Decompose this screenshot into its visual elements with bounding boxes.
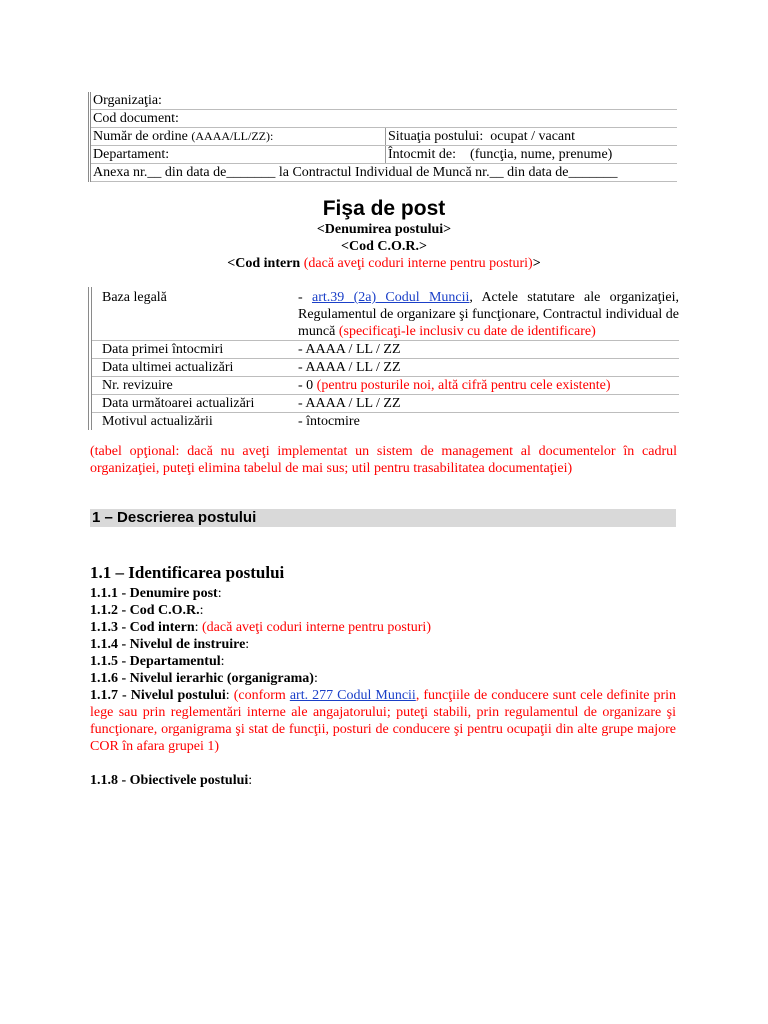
- identification-list: [90, 585, 676, 789]
- table-row: [90, 146, 678, 164]
- revision-value: - AAAA / LL / ZZ: [298, 360, 401, 375]
- revision-value: - 0: [298, 378, 317, 393]
- item-label: 1.1.4 - Nivelul de instruire: [90, 637, 246, 652]
- table-row: [92, 359, 679, 377]
- item-label: 1.1.2 - Cod C.O.R.: [90, 603, 200, 618]
- list-item: 1.1.7 - Nivelul postului: (conform art. 277 Codul Muncii, funcţiile de conducere sunt cele definite prin lege sau prin reglementări interne ale angajatorului; puteţi stabili, prin regulamentul de organizare şi funcţionare, organigrama şi stat de funcţii, posturi de conducere şi pentru ocupaţii din alte grupe majore COR în afara grupei 1): [90, 688, 677, 754]
- revision-value: - AAAA / LL / ZZ: [298, 342, 401, 357]
- cod-cor: <Cod C.O.R.>: [341, 239, 427, 254]
- baza-legala-value: [298, 287, 679, 340]
- list-item: 1.1.1 - Denumire post:: [90, 586, 222, 601]
- art-277-link[interactable]: art. 277 Codul Muncii: [289, 688, 416, 703]
- table-row: [90, 92, 678, 110]
- situatia-label: Situaţia postului:: [388, 129, 484, 144]
- revision-value: - AAAA / LL / ZZ: [298, 396, 401, 411]
- intocmit-label: Întocmit de:: [388, 147, 457, 162]
- revision-note: (pentru posturile noi, altă cifră pentru cele existente): [316, 378, 611, 393]
- numar-de-ordine-label: Număr de ordine: [93, 129, 192, 144]
- table-row: [90, 128, 678, 146]
- item-label: 1.1.5 - Departamentul: [90, 654, 221, 669]
- list-item: 1.1.2 - Cod C.O.R.:: [90, 603, 204, 618]
- numar-format: (AAAA/LL/ZZ):: [191, 129, 274, 143]
- spacer: [90, 755, 676, 772]
- item-label: 1.1.8 - Obiectivele postului: [90, 773, 249, 788]
- list-item: 1.1.4 - Nivelul de instruire:: [90, 637, 250, 652]
- item-note: (dacă aveţi coduri interne pentru posturi): [202, 620, 431, 635]
- revision-value-cell: [298, 377, 679, 394]
- item-label: 1.1.7 - Nivelul postului: [90, 688, 226, 703]
- table-row: [92, 413, 679, 430]
- revision-label: Motivul actualizării: [102, 414, 213, 429]
- baza-note: (specificaţi-le inclusiv cu date de identificare): [338, 324, 596, 339]
- section-header: 1 – Descrierea postului: [90, 509, 676, 527]
- cod-intern-line: [0, 256, 768, 272]
- cod-document-label: Cod document:: [90, 110, 678, 128]
- table-row: [92, 341, 679, 359]
- header-table: [88, 92, 677, 182]
- table-row: [92, 287, 679, 341]
- revision-value: - întocmire: [298, 414, 360, 429]
- item-note: , funcţiile de conducere sunt cele definite prin lege sau prin reglementări interne ale angajatorului; puteţi stabili, prin regulamentul de organizare şi funcţionare, organigrama şi stat de funcţii, posturi de conducere şi pentru ocupaţii din alte grupe majore COR în afara grupei 1): [90, 688, 677, 754]
- organizatia-label: Organizaţia:: [90, 92, 678, 110]
- situatia-cell: [386, 128, 678, 146]
- page-title: Fişa de post: [322, 197, 446, 220]
- baza-prefix: -: [298, 290, 312, 305]
- item-label: 1.1.3 - Cod intern: [90, 620, 195, 635]
- table-row: [92, 395, 679, 413]
- list-item: 1.1.3 - Cod intern: (dacă aveţi coduri interne pentru posturi): [90, 620, 431, 635]
- revision-label: Data primei întocmiri: [102, 342, 224, 357]
- list-item: 1.1.8 - Obiectivele postului:: [90, 773, 253, 788]
- intocmit-cell: [386, 146, 678, 164]
- intocmit-value: (funcţia, nume, prenume): [470, 147, 613, 162]
- situatia-value: ocupat / vacant: [490, 129, 576, 144]
- baza-legala-label: Baza legală: [102, 290, 167, 305]
- anexa-text: Anexa nr.__ din data de_______ la Contractul Individual de Muncă nr.__ din data de_______: [90, 164, 678, 182]
- cod-intern-close: >: [532, 256, 541, 271]
- item-note: (conform: [233, 688, 290, 703]
- item-label: 1.1.1 - Denumire post: [90, 586, 218, 601]
- table-row: [92, 377, 679, 395]
- item-label: 1.1.6 - Nivelul ierarhic (organigrama): [90, 671, 314, 686]
- revision-label: Data ultimei actualizări: [102, 360, 234, 375]
- revision-label: Data următoarei actualizări: [102, 396, 255, 411]
- codul-muncii-link[interactable]: art.39 (2a) Codul Muncii: [311, 290, 470, 305]
- table-row: [90, 110, 678, 128]
- optional-note: (tabel opţional: dacă nu aveţi implementat un sistem de management al documentelor în cadrul organizaţiei, puteţi elimina tabelul de mai sus; util pentru trasabilitatea documentaţiei): [90, 444, 677, 476]
- departament-label: Departament:: [90, 146, 386, 164]
- subsection-title: 1.1 – Identificarea postului: [90, 563, 285, 582]
- numar-de-ordine-cell: [90, 128, 386, 146]
- list-item: 1.1.5 - Departamentul:: [90, 654, 225, 669]
- table-row: [90, 164, 678, 182]
- baza-text: , Actele statutare ale organizaţiei, Regulamentul de organizare şi funcţionare, Contractul individual de muncă: [298, 290, 679, 339]
- cod-intern-open: <Cod intern: [227, 256, 304, 271]
- list-item: 1.1.6 - Nivelul ierarhic (organigrama):: [90, 671, 318, 686]
- cod-intern-note: (dacă aveţi coduri interne pentru posturi): [303, 256, 533, 271]
- revision-table: [88, 287, 679, 430]
- revision-label: Nr. revizuire: [102, 378, 173, 393]
- denumire-postului: <Denumirea postului>: [316, 222, 452, 237]
